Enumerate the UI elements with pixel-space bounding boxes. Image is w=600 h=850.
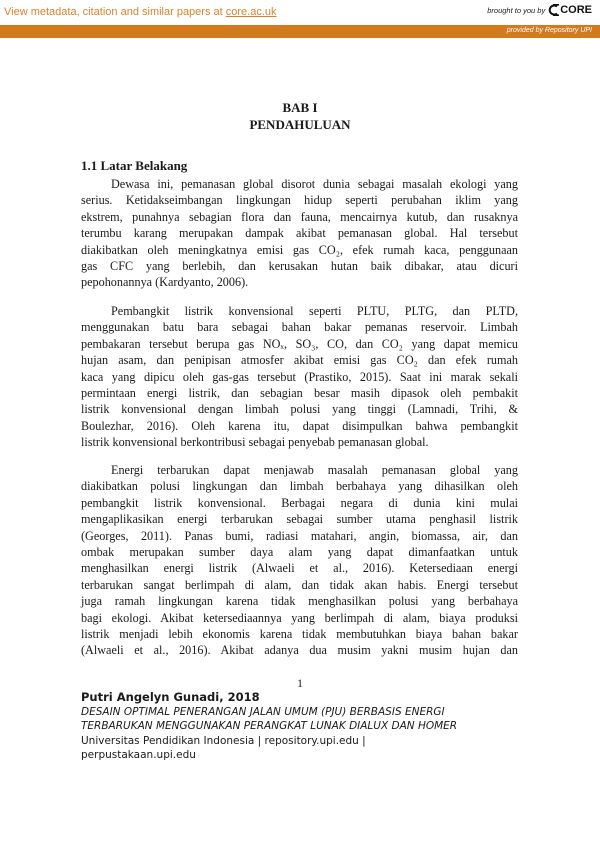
paragraph-3	[81, 462, 518, 659]
paragraph-line: listrik menjadi lebih ekonomis karena tidak membutuhkan biaya bahan bakar	[81, 627, 518, 642]
footer-author: Putri Angelyn Gunadi, 2018	[81, 690, 260, 704]
chapter-title: PENDAHULUAN	[249, 117, 351, 132]
page-number: 1	[297, 676, 303, 690]
paragraph-line: pepohonannya (Kardyanto, 2006).	[81, 275, 249, 290]
paragraph-line: (Georges, 2011). Panas bumi, radiasi matahari, angin, biomassa, air, dan	[81, 528, 518, 543]
paragraph-line: pembangkit listrik konvensional. Berbagai negara di dunia kini mulai	[81, 495, 518, 510]
brought-by-text: brought to you by	[487, 5, 546, 15]
paragraph-line: listrik konvensional berkontribusi sebagai penyebab pemanasan global.	[81, 435, 429, 450]
core-logo-icon	[548, 4, 559, 16]
paragraph-line: pembakaran tersebut berupa gas NOₓ, SO₃, CO, dan CO₂ yang dapat memicu	[81, 336, 518, 351]
paragraph-line: kaca yang dipicu oleh gas-gas tersebut (Prastiko, 2015). Saat ini marak sekali	[81, 369, 518, 384]
paragraph-line: mengaplikasikan energi terbarukan sebagai sumber utama penghasil listrik	[81, 512, 518, 527]
paragraph-2	[81, 303, 518, 451]
paragraph-line: Boulezhar, 2016). Oleh karena itu, dapat disimpulkan bahwa pembangkit	[81, 418, 518, 433]
footer-title-line-2: TERBARUKAN MENGGUNAKAN PERANGKAT LUNAK DIALUX DAN HOMER	[81, 720, 458, 732]
paragraph-line: menggunakan batu bara sebagai bahan bakar pemanas reservoir. Limbah	[81, 320, 518, 335]
core-link-domain[interactable]: core.ac.uk	[225, 6, 277, 18]
core-logo	[548, 4, 592, 16]
paragraph-line: ekstrem, punahnya sebagian flora dan fauna, mencairnya kutub, dan rusaknya	[81, 209, 518, 224]
core-metadata-link[interactable]	[4, 6, 277, 18]
paragraph-line: diakibatkan polusi lingkungan dan limbah berbahaya yang dihasilkan oleh	[81, 479, 518, 494]
footer-title-line-1: DESAIN OPTIMAL PENERANGAN JALAN UMUM (PJU) BERBASIS ENERGI	[81, 705, 445, 718]
chapter-label: BAB I	[282, 100, 318, 115]
paragraph-line: bagi ekologi. Akibat ketersediaannya yang berlimpah di alam, biaya produksi	[81, 610, 518, 625]
brought-by-core[interactable]	[487, 4, 592, 16]
paragraph-line: serius. Ketidakseimbangan lingkungan hidup seperti perubahan iklim yang	[81, 193, 518, 208]
paragraph-line: Dewasa ini, pemanasan global disorot dunia sebagai masalah ekologi yang	[111, 177, 518, 191]
paragraph-line: terbarukan sangat berlimpah di alam, dan tidak akan habis. Energi tersebut	[81, 577, 518, 592]
paragraph-line: ombak merupakan sumber daya alam yang dapat dimanfaatkan untuk	[81, 545, 518, 560]
section-heading: 1.1 Latar Belakang	[81, 158, 188, 173]
paragraph-line: hujan asam, dan penipisan atmosfer akibat emisi gas CO₂ dan efek rumah	[81, 353, 518, 368]
paragraph-line: juga ramah lingkungan karena tidak menghasilkan polusi yang berbahaya	[81, 594, 518, 609]
footer-institution: Universitas Pendidikan Indonesia | repository.upi.edu |	[81, 734, 366, 747]
footer-library: perpustakaan.upi.edu	[81, 749, 196, 761]
core-link-prefix: View metadata, citation and similar papers at	[4, 6, 226, 18]
paragraph-line: Pembangkit listrik konvensional seperti PLTU, PLTG, dan PLTD,	[111, 304, 518, 318]
provided-by-text[interactable]: provided by Repository UPI	[506, 27, 592, 34]
paragraph-1	[81, 176, 518, 291]
core-banner	[0, 0, 600, 38]
paragraph-line: menghasilkan energi listrik (Alwaeli et al., 2016). Ketersediaan energi	[81, 561, 518, 576]
paragraph-line: diakibatkan oleh meningkatnya emisi gas CO₂, efek rumah kaca, penggunaan	[81, 242, 518, 257]
document-footer	[81, 690, 531, 763]
paragraph-line: (Alwaeli et al., 2016). Akibat adanya dua musim yakni musim hujan dan	[81, 643, 518, 658]
paragraph-line: listrik konvensional dengan limbah polusi yang tinggi (Lamnadi, Trihi, &	[81, 402, 518, 417]
paragraph-line: gas CFC yang berlebih, dan kerusakan hutan baik dibakar, atau dicuri	[81, 259, 518, 274]
paragraph-line: permintaan energi listrik, dan sebagian besar masih dipasok oleh pembakit	[81, 386, 518, 401]
core-brand: CORE	[560, 4, 592, 16]
paragraph-line: terumbu karang merupakan dampak akibat pemanasan global. Hal tersebut	[81, 226, 518, 241]
paragraph-line: Energi terbarukan dapat menjawab masalah pemanasan global yang	[111, 463, 518, 477]
